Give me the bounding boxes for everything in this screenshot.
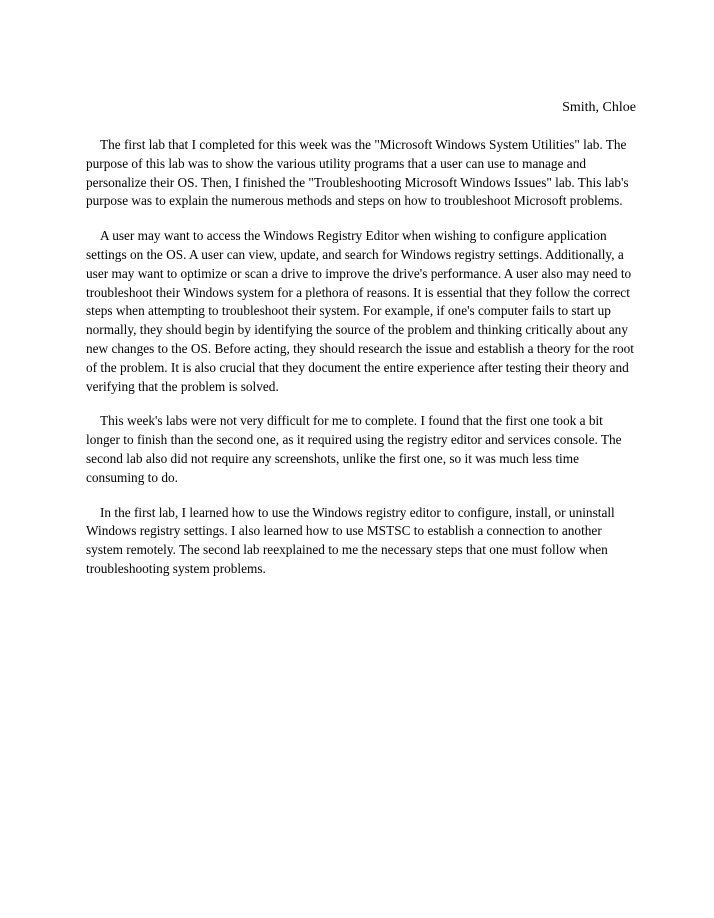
author-name: Smith, Chloe xyxy=(562,100,636,115)
document-body xyxy=(86,136,638,595)
paragraph-learnings: In the first lab, I learned how to use the Windows registry editor to configure, install, or uninstall Windows registry settings. I also learned how to use MSTSC to establish a connection to another system remotely. The second lab reexplained to me the necessary steps that one must follow when troubleshooting system problems. xyxy=(86,504,615,576)
paragraph-registry-troubleshooting: A user may want to access the Windows Registry Editor when wishing to configure application settings on the OS. A user can view, update, and search for Windows registry settings. Additionally, a user may want to optimize or scan a drive to improve the drive's performance. A user also may need to troubleshoot their Windows system for a plethora of reasons. It is essential that they follow the correct steps when attempting to troubleshoot their system. For example, if one's computer fails to start up normally, they should begin by identifying the source of the problem and thinking critically about any new changes to the OS. Before acting, they should research the issue and establish a theory for the root of the problem. It is also crucial that they document the entire experience after testing their theory and verifying that the problem is solved. xyxy=(86,228,634,394)
paragraph-lab-summary: The first lab that I completed for this week was the "Microsoft Windows System Utilities" lab. The purpose of this lab was to show the various utility programs that a user can use to manage and personalize their OS. Then, I finished the "Troubleshooting Microsoft Windows Issues" lab. This lab's purpose was to explain the numerous methods and steps on how to troubleshoot Microsoft problems. xyxy=(86,137,629,209)
paragraph-difficulty: This week's labs were not very difficult for me to complete. I found that the first one took a bit longer to finish than the second one, as it required using the registry editor and services console. The second lab also did not require any screenshots, unlike the first one, so it was much less time consuming to do. xyxy=(86,413,622,485)
